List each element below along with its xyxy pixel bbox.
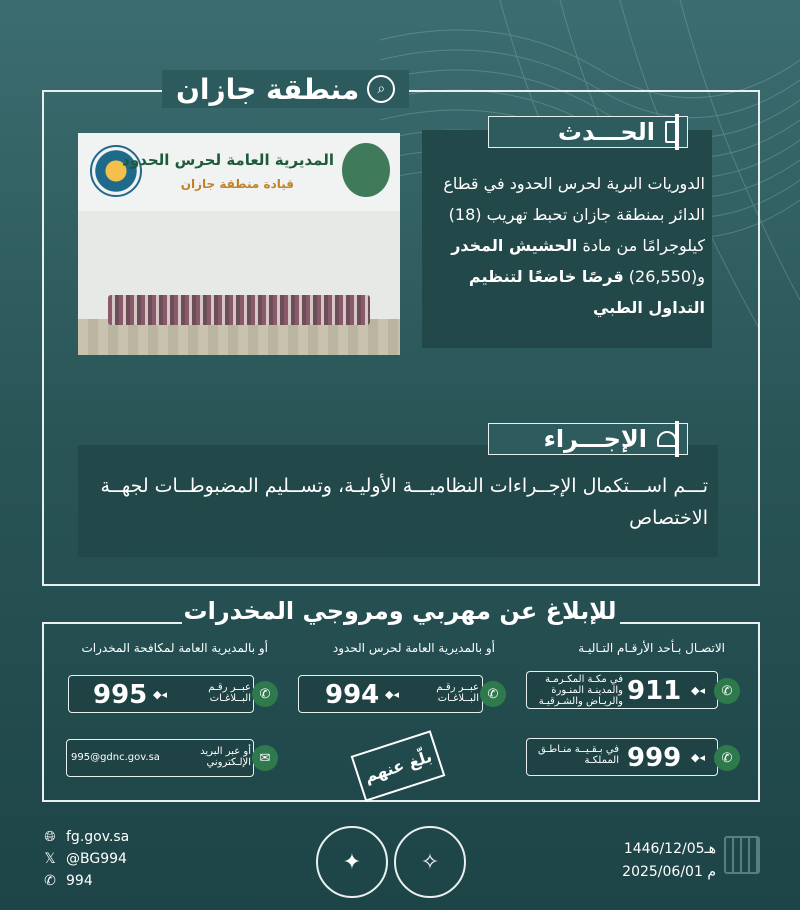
photo-banner-title: المديرية العامة لحرس الحدود <box>122 151 334 169</box>
email-contact[interactable] <box>66 739 254 777</box>
procedure-header <box>488 423 688 455</box>
border-guard-seal-icon: ✦ <box>316 826 388 898</box>
hotline-911[interactable] <box>526 671 718 709</box>
arrow-icon: ◆◂ <box>153 688 167 701</box>
col-left-title: أو بالمديرية العامة لمكافحة المخدرات <box>81 641 268 655</box>
saudi-emblem-icon <box>342 143 390 197</box>
report-frame-top-right <box>620 622 760 624</box>
event-text-part2: و(26,550) <box>623 267 705 286</box>
event-text-part1: الدوريات البرية لحرس الحدود في قطاع الدائر بمنطقة جازان تحبط تهريب (18) كيلوجرامًا من مادة <box>443 174 705 255</box>
footer-phone-number: 994 <box>66 873 93 889</box>
region-title: منطقة جازان <box>176 72 360 106</box>
calendar-icon <box>724 836 760 874</box>
event-text-bold2: قرصًا خاضعًا لتنظيم التداول الطبي <box>468 267 705 317</box>
footer-phone[interactable] <box>42 870 129 892</box>
email-label: أو عبر البريد الإلـكتروني <box>200 746 251 768</box>
hotline-995[interactable] <box>68 675 254 713</box>
procedure-accent-bar <box>675 421 679 457</box>
hotline-911-label: في مكـة المكـرمـة والمدينـة المنـورة والريـاض والشـرقيـة <box>538 674 623 707</box>
globe-icon: 🌐︎ <box>44 829 56 845</box>
hotline-994-number: 994 <box>325 680 380 710</box>
siren-icon <box>657 431 677 447</box>
footer-handle: @BG994 <box>66 851 127 867</box>
hotline-911-number: 911 <box>627 676 682 706</box>
hotline-999-label: في بـقـيــة منـاطـق المملكـة <box>538 744 619 766</box>
arrow-icon: ◆◂ <box>691 684 705 697</box>
date-hijri: 1446/12/05هـ <box>623 841 716 857</box>
footer-contacts <box>42 826 129 892</box>
col-right-title: الاتصـال بـأحد الأرقـام التـاليـة <box>578 641 725 655</box>
email-address: 995@gdnc.gov.sa <box>71 752 160 763</box>
footer-site: fg.gov.sa <box>66 829 130 845</box>
hotline-994[interactable] <box>298 675 483 713</box>
hotline-999-number: 999 <box>627 743 682 773</box>
event-heading: الحـــدث <box>557 118 655 146</box>
hotline-994-label: عبــر رقـم البــلاغـات <box>436 682 479 704</box>
date-gregorian: 2025/06/01 م <box>622 864 716 880</box>
seizure-photo <box>78 133 400 355</box>
phone-icon: ✆ <box>44 873 56 889</box>
col-mid-title: أو بالمديرية العامة لحرس الحدود <box>332 641 495 655</box>
phone-icon: ✆ <box>714 678 740 704</box>
hotline-995-label: عبــر رقـم البــلاغـات <box>208 682 251 704</box>
event-accent-bar <box>675 114 679 150</box>
report-title: للإبلاغ عن مهربي ومروجي المخدرات <box>183 597 617 625</box>
arrow-icon: ◆◂ <box>385 688 399 701</box>
map-search-icon: ⌕ <box>367 75 395 103</box>
hotline-995-number: 995 <box>93 680 148 710</box>
report-frame-top-left <box>42 622 182 624</box>
saudi-emblem-seal-icon: ✧ <box>394 826 466 898</box>
seized-items <box>108 295 370 325</box>
issue-date <box>592 838 716 884</box>
phone-icon: ✆ <box>480 681 506 707</box>
envelope-icon: ✉ <box>252 745 278 771</box>
arrow-icon: ◆◂ <box>691 751 705 764</box>
procedure-heading: الإجـــراء <box>543 425 647 453</box>
event-text-bold1: الحشيش المخدر <box>451 236 578 255</box>
hotline-999[interactable] <box>526 738 718 776</box>
event-header <box>488 116 688 148</box>
procedure-text: تـــم اســـتكمال الإجــراءات النظاميـــة الأوليـة، وتســليم المضبوطــات لجهــة الاختصاص <box>100 475 708 529</box>
x-logo-icon: 𝕏 <box>44 851 56 867</box>
footer-website[interactable] <box>42 826 129 848</box>
phone-icon: ✆ <box>714 745 740 771</box>
region-header <box>162 70 409 108</box>
photo-banner-subtitle: قيادة منطقة جازان <box>180 177 294 191</box>
report-stamp: بلّغ عنهم <box>351 730 446 802</box>
footer-x-account[interactable] <box>42 848 129 870</box>
phone-icon: ✆ <box>252 681 278 707</box>
event-text <box>430 168 705 323</box>
